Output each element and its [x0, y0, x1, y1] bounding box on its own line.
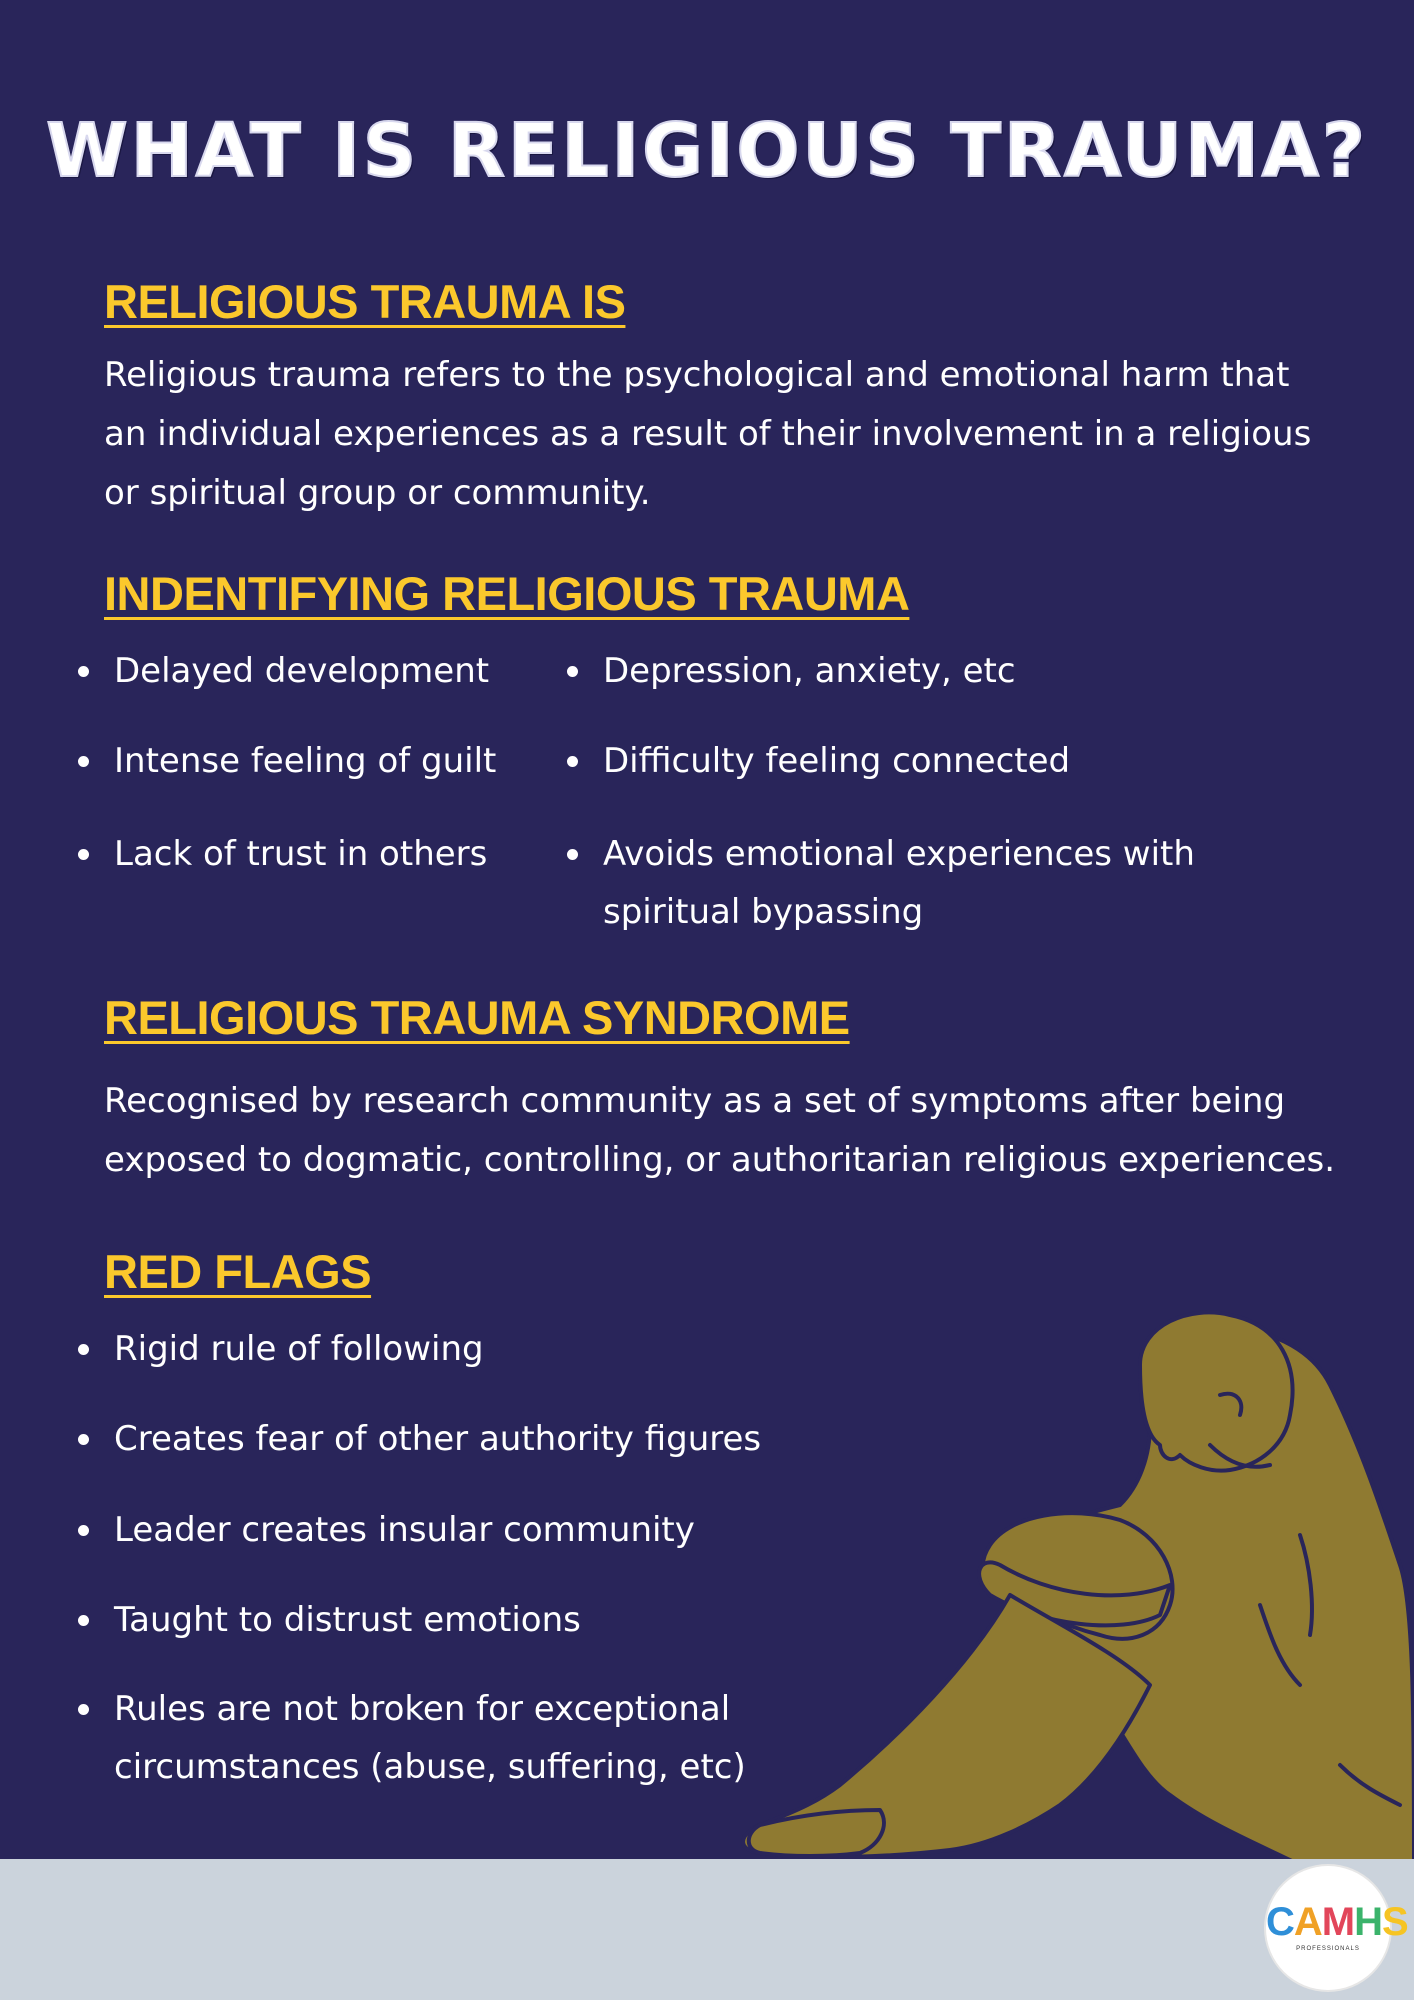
- list-item: Creates fear of other authority figures: [114, 1410, 761, 1468]
- logo-subtitle: PROFESSIONALS: [1296, 1946, 1360, 1952]
- list-item-continuation: circumstances (abuse, suffering, etc): [114, 1747, 746, 1787]
- definition-line: or spiritual group or community.: [104, 473, 651, 513]
- section-heading-definition: RELIGIOUS TRAUMA IS: [104, 275, 626, 328]
- bullet-icon: [78, 849, 89, 860]
- list-item: Intense feeling of guilt: [114, 732, 496, 790]
- bullet-icon: [78, 666, 89, 677]
- syndrome-paragraph: [104, 1072, 1344, 1190]
- section-heading-syndrome: RELIGIOUS TRAUMA SYNDROME: [104, 991, 850, 1044]
- footer-band: [0, 1859, 1414, 2000]
- definition-line: an individual experiences as a result of their involvement in a religious: [104, 414, 1312, 454]
- logo-letter: H: [1354, 1900, 1382, 1944]
- page-title: WHAT IS RELIGIOUS TRAUMA?: [46, 108, 1368, 194]
- bullet-icon: [78, 1434, 89, 1445]
- section-heading-identifying: INDENTIFYING RELIGIOUS TRAUMA: [104, 567, 910, 620]
- syndrome-line: exposed to dogmatic, controlling, or authoritarian religious experiences.: [104, 1140, 1336, 1180]
- logo-letter: S: [1382, 1900, 1408, 1944]
- list-item: Lack of trust in others: [114, 825, 487, 883]
- bullet-icon: [78, 1615, 89, 1626]
- bullet-icon: [78, 756, 89, 767]
- list-item: Rigid rule of following: [114, 1320, 484, 1378]
- list-item: Delayed development: [114, 642, 489, 700]
- list-item: Taught to distrust emotions: [114, 1591, 581, 1649]
- definition-line: Religious trauma refers to the psychological and emotional harm that: [104, 355, 1290, 395]
- sitting-person-icon: [740, 1305, 1414, 1865]
- bullet-icon: [567, 849, 578, 860]
- list-item: Rules are not broken for exceptional: [114, 1680, 730, 1738]
- list-item: Depression, anxiety, etc: [603, 642, 1016, 700]
- list-item-continuation: spiritual bypassing: [603, 892, 924, 932]
- logo-wordmark: [1266, 1900, 1408, 1945]
- syndrome-line: Recognised by research community as a set of symptoms after being: [104, 1081, 1286, 1121]
- list-item: Avoids emotional experiences with: [603, 825, 1195, 883]
- logo-letter: M: [1321, 1900, 1355, 1944]
- list-item: Leader creates insular community: [114, 1501, 695, 1559]
- logo-letter: A: [1293, 1900, 1322, 1944]
- logo-letter: C: [1266, 1900, 1294, 1944]
- section-heading-red-flags: RED FLAGS: [104, 1245, 372, 1298]
- camhs-logo: [1266, 1866, 1408, 1990]
- bullet-icon: [78, 1525, 89, 1536]
- list-item: Difficulty feeling connected: [603, 732, 1070, 790]
- bullet-icon: [567, 756, 578, 767]
- bullet-icon: [567, 666, 578, 677]
- definition-paragraph: [104, 346, 1344, 523]
- bullet-icon: [78, 1344, 89, 1355]
- bullet-icon: [78, 1704, 89, 1715]
